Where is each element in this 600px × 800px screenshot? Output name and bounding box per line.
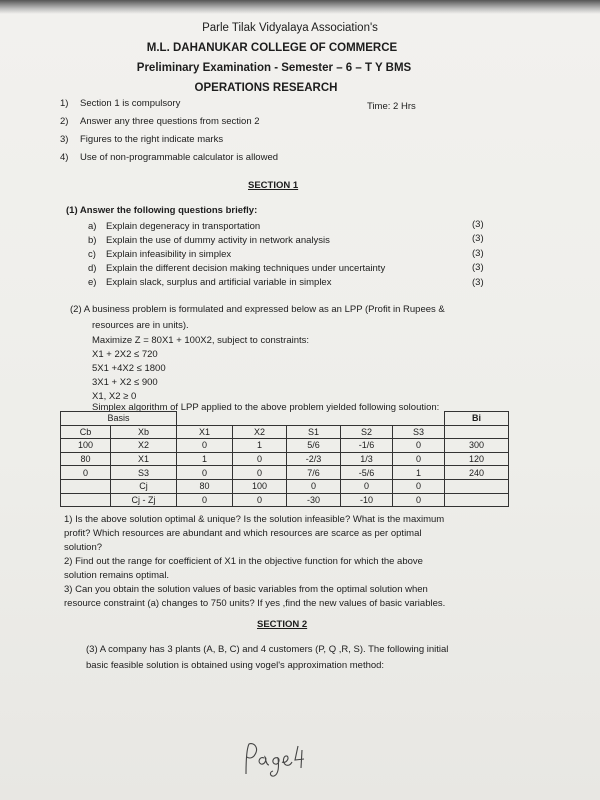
q3-text: basic feasible solution is obtained using vogel's approximation method: [86, 660, 385, 671]
q1-item-marks: (3) [472, 219, 484, 230]
table-cell: 80 [61, 452, 111, 466]
instruction-num: 1) [60, 98, 69, 109]
q2-sub-question: 1) Is the above solution optimal & unique? Is the solution infeasible? What is the maximum [64, 514, 445, 525]
table-cell: 0 [341, 479, 393, 493]
table-cell: 100 [233, 479, 287, 493]
table-cell: 0 [233, 493, 287, 507]
table-cell [445, 493, 509, 507]
column-header: S3 [393, 425, 445, 439]
q2-sub-question: 3) Can you obtain the solution values of basic variables from the optimal solution when [64, 584, 428, 595]
q1-item-label: c) [88, 249, 96, 260]
column-header: S2 [341, 425, 393, 439]
exam-title: Preliminary Examination - Semester – 6 – T Y BMS [136, 62, 412, 74]
table-cell: -30 [287, 493, 341, 507]
subject-title: OPERATIONS RESEARCH [194, 82, 338, 94]
cj-label: Cj [111, 479, 177, 493]
table-cell: 300 [445, 439, 509, 453]
simplex-caption: Simplex algorithm of LPP applied to the above problem yielded following soloution: [92, 402, 440, 413]
table-cell [177, 412, 445, 426]
q2-sub-question: profit? Which resources are abundant and which resources are scarce as per optimal [64, 528, 422, 539]
table-cell: 1 [393, 466, 445, 480]
section-1-title: SECTION 1 [248, 180, 299, 191]
table-cell: -2/3 [287, 452, 341, 466]
cj-row [61, 479, 509, 493]
table-cell: 0 [287, 479, 341, 493]
table-cell [445, 479, 509, 493]
simplex-table [60, 411, 509, 507]
instruction-text: Use of non-programmable calculator is allowed [80, 152, 279, 163]
q1-item-label: a) [88, 221, 97, 232]
cj-zj-label: Cj - Zj [111, 493, 177, 507]
table-cell: 0 [233, 452, 287, 466]
bi-header: Bi [445, 412, 509, 426]
table-cell: X2 [111, 439, 177, 453]
table-cell: -1/6 [341, 439, 393, 453]
time-allowed: Time: 2 Hrs [367, 101, 416, 112]
instruction-num: 3) [60, 134, 69, 145]
instruction-text: Answer any three questions from section 2 [80, 116, 260, 127]
q2-sub-question: solution? [64, 542, 103, 553]
table-row [61, 439, 509, 453]
table-cell [61, 479, 111, 493]
table-cell: 0 [177, 493, 233, 507]
table-cell: 0 [61, 466, 111, 480]
q3-text: (3) A company has 3 plants (A, B, C) and 4 customers (P, Q ,R, S). The following initial [86, 644, 449, 655]
q1-item-text: Explain the use of dummy activity in network analysis [106, 235, 330, 246]
instruction-num: 2) [60, 116, 69, 127]
q2-constraint: X1, X2 ≥ 0 [92, 391, 137, 402]
q1-item-text: Explain degeneracy in transportation [106, 221, 261, 232]
table-header-row [61, 425, 509, 439]
association-name: Parle Tilak Vidyalaya Association's [202, 22, 378, 34]
instruction-text: Figures to the right indicate marks [80, 134, 224, 145]
college-name: M.L. DAHANUKAR COLLEGE OF COMMERCE [146, 42, 398, 54]
handwritten-page-mark [240, 738, 310, 780]
column-header: X2 [233, 425, 287, 439]
table-row [61, 452, 509, 466]
q2-sub-question: 2) Find out the range for coefficient of X1 in the objective function for which the above [64, 556, 423, 567]
table-cell: S3 [111, 466, 177, 480]
table-cell: -10 [341, 493, 393, 507]
table-cell: 5/6 [287, 439, 341, 453]
table-cell: 0 [177, 439, 233, 453]
q2-objective: Maximize Z = 80X1 + 100X2, subject to constraints: [92, 335, 310, 346]
table-cell [61, 493, 111, 507]
q1-title: (1) Answer the following questions briefly: [66, 205, 258, 216]
table-cell: 1/3 [341, 452, 393, 466]
q1-item-marks: (3) [472, 248, 484, 259]
table-row [61, 412, 509, 426]
table-cell: 1 [177, 452, 233, 466]
q1-item-text: Explain infeasibility in simplex [106, 249, 232, 260]
table-cell: 100 [61, 439, 111, 453]
page-edge-shadow [0, 0, 600, 14]
q2-sub-question: solution remains optimal. [64, 570, 170, 581]
table-cell: 240 [445, 466, 509, 480]
q2-intro: (2) A business problem is formulated and expressed below as an LPP (Profit in Rupees & [70, 304, 445, 315]
table-cell: 0 [393, 493, 445, 507]
instruction-text: Section 1 is compulsory [80, 98, 181, 109]
table-cell: 0 [393, 439, 445, 453]
table-cell: -5/6 [341, 466, 393, 480]
section-2-title: SECTION 2 [257, 619, 308, 630]
q2-constraint: X1 + 2X2 ≤ 720 [92, 349, 158, 360]
table-cell: 120 [445, 452, 509, 466]
q2-sub-question: resource constraint (a) changes to 750 units? If yes ,find the new values of basic variables. [64, 598, 446, 609]
table-cell: X1 [111, 452, 177, 466]
column-header: Cb [61, 425, 111, 439]
q1-item-marks: (3) [472, 233, 484, 244]
q1-item-text: Explain the different decision making techniques under uncertainty [106, 263, 386, 274]
cj-zj-row [61, 493, 509, 507]
table-cell: 80 [177, 479, 233, 493]
table-cell: 0 [393, 452, 445, 466]
q1-item-label: e) [88, 277, 97, 288]
q1-item-text: Explain slack, surplus and artificial variable in simplex [106, 277, 332, 288]
column-header: S1 [287, 425, 341, 439]
table-cell: 0 [177, 466, 233, 480]
q2-intro-cont: resources are in units). [92, 320, 189, 331]
table-row [61, 466, 509, 480]
basis-header: Basis [61, 412, 177, 426]
q2-constraint: 5X1 +4X2 ≤ 1800 [92, 363, 166, 374]
table-cell: 0 [233, 466, 287, 480]
q1-item-marks: (3) [472, 277, 484, 288]
q1-item-label: b) [88, 235, 97, 246]
q1-item-label: d) [88, 263, 97, 274]
q2-constraint: 3X1 + X2 ≤ 900 [92, 377, 158, 388]
table-cell: 7/6 [287, 466, 341, 480]
q1-item-marks: (3) [472, 262, 484, 273]
column-header: Xb [111, 425, 177, 439]
table-cell: 0 [393, 479, 445, 493]
instruction-num: 4) [60, 152, 69, 163]
column-header [445, 425, 509, 439]
column-header: X1 [177, 425, 233, 439]
table-cell: 1 [233, 439, 287, 453]
